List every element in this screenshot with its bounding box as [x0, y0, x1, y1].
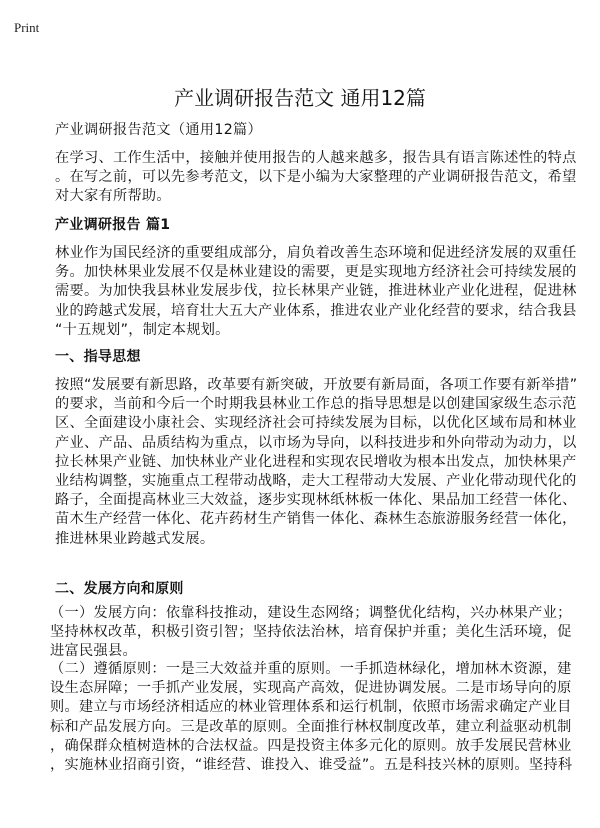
text-line: 路子，全面提高林业三大效益，逐步实现林纸林板一体化、果品加工经营一体化、 [55, 492, 577, 509]
text-line: 区、全面建设小康社会、实现经济社会可持续发展为目标，以优化区域布局和林业 [55, 415, 577, 432]
text-line: 在学习、工作生活中，接触并使用报告的人越来越多，报告具有语言陈述性的特点 [55, 150, 577, 166]
paragraph-4 [50, 660, 573, 775]
text-line: 标和产品发展方向。三是改革的原则。全面推行林权制度改革，建立利益驱动机制 [50, 718, 572, 735]
paragraph-3 [50, 604, 570, 662]
text-line: 。在写之前，可以先参考范文，以下是小编为大家整理的产业调研报告范文，希望 [55, 169, 577, 186]
page-title: 产业调研报告范文 通用12篇 [174, 86, 426, 110]
text-line: （二）遵循原则：一是三大效益并重的原则。一手抓造林绿化，增加林木资源，建 [50, 661, 572, 677]
section-heading-1: 产业调研报告 篇1 [55, 217, 171, 233]
text-line: 的要求，当前和今后一个时期我县林业工作总的指导思想是以创建国家级生态示范 [55, 396, 577, 413]
text-line: （一）发展方向：依靠科技推动，建设生态网络；调整优化结构，兴办林果产业； [50, 605, 572, 621]
text-line: 拉长林果产业链、加快林业产业化进程和实现农民增收为根本出发点，加快林果产 [55, 453, 577, 470]
paragraph-1 [55, 244, 575, 340]
paragraph-2 [55, 376, 578, 549]
text-line: 林业作为国民经济的重要组成部分，肩负着改善生态环境和促进经济发展的双重任 [55, 245, 577, 261]
text-line: 对大家有所帮助。 [55, 188, 171, 205]
intro-paragraph [55, 149, 575, 207]
text-line: 需要。为加快我县林业发展步伐，拉长林果产业链，推进林业产业化进程，促进林 [55, 283, 577, 300]
text-line: 坚持林权改革，积极引资引智；坚持依法治林，培育保护并重；美化生活环境，促 [50, 624, 572, 641]
text-line: 按照“发展要有新思路，改革要有新突破，开放要有新局面，各项工作要有新举措” [55, 377, 578, 393]
print-link[interactable]: Print [14, 20, 40, 35]
heading-direction-principles: 二、发展方向和原则 [55, 581, 184, 597]
text-line: 业结构调整，实施重点工程带动战略，走大工程带动大发展、产业化带动现代化的 [55, 472, 577, 489]
text-line: 务。加快林果业发展不仅是林业建设的需要，更是实现地方经济社会可持续发展的 [55, 264, 577, 281]
text-line: 设生态屏障；一手抓产业发展，实现高产高效，促进协调发展。二是市场导向的原 [50, 680, 572, 697]
text-line: ，实施林业招商引资，“谁经营、谁投入、谁受益”。五是科技兴林的原则。坚持科 [50, 756, 573, 773]
text-line: 推进林果业跨越式发展。 [55, 530, 215, 547]
text-line: 苗木生产经营一体化、花卉药材生产销售一体化、森林生态旅游服务经营一体化， [55, 511, 577, 528]
text-line: ，确保群众植树造林的合法权益。四是投资主体多元化的原则。放手发展民营林业 [50, 737, 572, 754]
text-line: 业的跨越式发展，培育壮大五大产业体系，推进农业产业化经营的要求，结合我县 [55, 302, 577, 319]
heading-guiding-ideology: 一、指导思想 [55, 349, 141, 365]
text-line: “十五规划”，制定本规划。 [55, 321, 230, 338]
text-line: 进富民强县。 [50, 643, 137, 660]
subtitle: 产业调研报告范文（通用12篇） [55, 122, 262, 138]
text-line: 产业、产品、品质结构为重点，以市场为导向，以科技进步和外向带动为动力，以 [55, 434, 577, 451]
text-line: 则。建立与市场经济相适应的林业管理体系和运行机制，依照市场需求确定产业目 [50, 699, 572, 716]
